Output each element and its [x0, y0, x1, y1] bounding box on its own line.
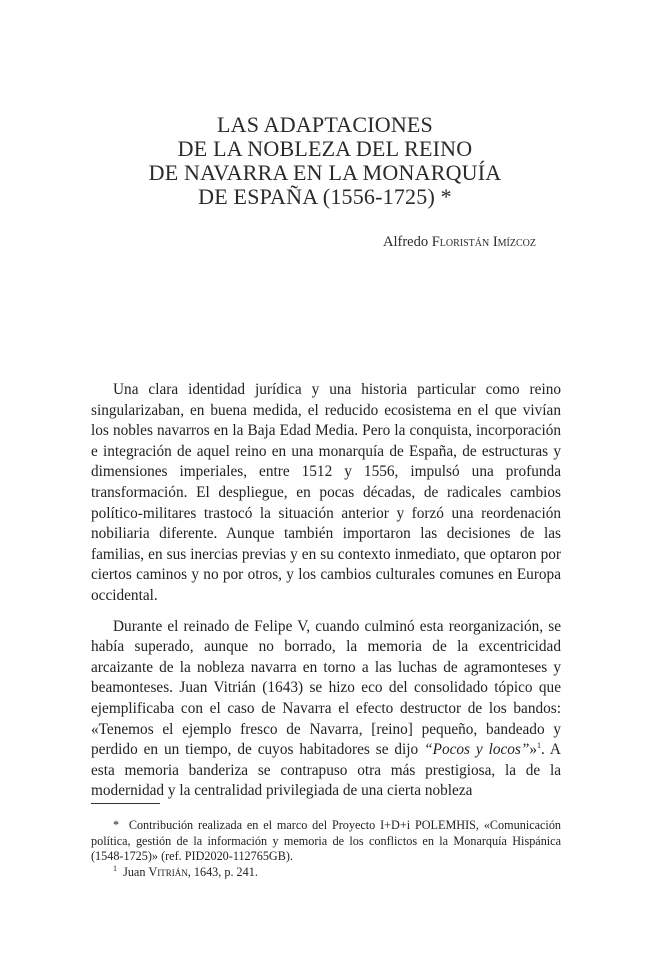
footnote-text: Contribución realizada en el marco del Proyecto I+D+i POLEMHIS, «Comunicación política, gestión de la información y memoria de los conflictos en la Monarquía Hispánica (1548-1725)» (ref. PID2020-112765GB). [91, 818, 562, 864]
title-line: LAS ADAPTACIONES [217, 112, 433, 137]
article-body [91, 380, 561, 802]
footnote [91, 818, 561, 865]
paragraph-text: Durante el reinado de Felipe V, cuando culminó esta reorganización, se había superado, aunque no borrado, la memoria de la excentricidad arcaizante de la nobleza navarra en torno a las luchas de agramonteses y beamonteses. Juan Vitrián (1643) se hizo eco del consolidado tópico que ejemplificaba con el caso de Navarra el efecto destructor de los bandos: «Tenemos el ejemplo fresco de Navarra, [reino] pequeño, bandeado y perdido en un tiempo, de cuyos habitadores se dijo [91, 617, 561, 759]
author-given-name: Alfredo [382, 234, 429, 250]
footnote [91, 865, 561, 881]
footnote-author-surname: Vitrián [148, 864, 188, 879]
italic-quote: “Pocos y locos” [424, 741, 530, 759]
footnotes [91, 818, 561, 880]
author-name [383, 234, 536, 251]
closing-quote: » [529, 741, 538, 759]
title-line: DE LA NOBLEZA DEL REINO [177, 136, 473, 161]
body-paragraph: Una clara identidad jurídica y una historia particular como reino singularizaban, en buena medida, el reducido ecosistema en el que vivían los nobles navarros en la Baja Edad Media. Pero la conquista, incorporación e integración de aquel reino en una monarquía de España, de estructuras y dimensiones imperiales, entre 1512 y 1556, impulsó una profunda transformación. El despliegue, en pocas décadas, de radicales cambios político-militares trastocó la situación anterior y forzó una reordenación nobiliaria diferente. Aunque también importaron las decisiones de las familias, en sus inercias previas y en su contexto inmediato, que optaron por ciertos caminos y no por otros, y los cambios culturales comunes en Europa occidental. [91, 381, 561, 604]
footnote-reference[interactable]: 1 [537, 741, 542, 750]
paragraph-text: . A esta memoria banderiza se contrapuso otra más prestigiosa, la de la modernidad y la centralidad privilegiada de una cierta nobleza [91, 741, 561, 800]
footnote-author: Juan [123, 864, 146, 879]
footnote-mark: * [113, 818, 120, 832]
title-line: DE ESPAÑA (1556-1725) * [198, 184, 452, 209]
author-surname: Floristán Imízcoz [431, 234, 536, 250]
body-paragraph [91, 617, 561, 802]
title-line: DE NAVARRA EN LA MONARQUÍA [148, 160, 502, 185]
footnote-mark: 1 [113, 863, 117, 873]
footnote-text: , 1643, p. 241. [187, 864, 258, 879]
footnote-separator [91, 803, 160, 804]
article-title [0, 113, 650, 209]
